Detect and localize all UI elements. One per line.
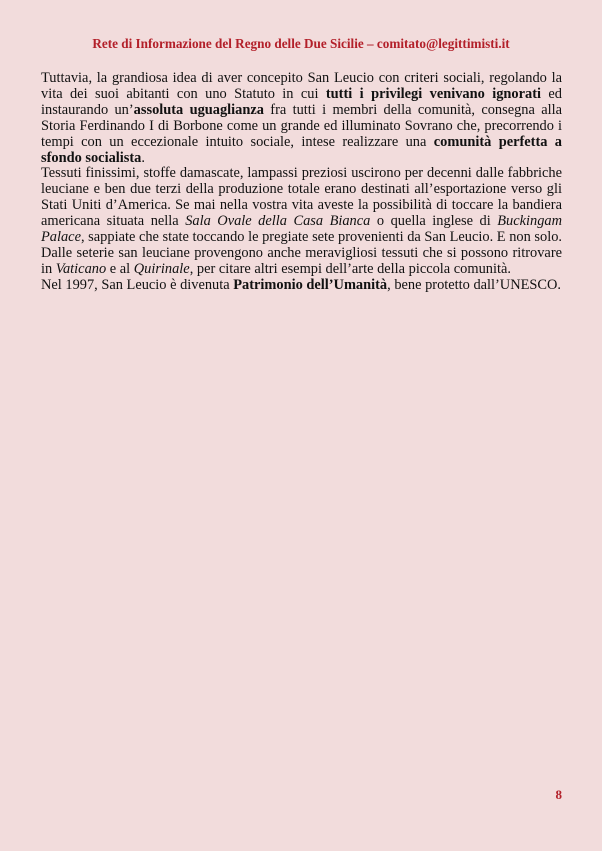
text-segment: fra tutti i membri della comunità, consegna alla Storia Ferdinando I di Borbone come un grande ed illuminato Sovrano che, precorrendo i tempi con un eccezionale intuito sociale, intese realizzare una xyxy=(41,101,562,150)
text-segment: ed instaurando un’ xyxy=(41,85,562,118)
text-segment: o quella inglese di xyxy=(370,213,498,230)
italic-text: Sala Ovale della Casa Bianca xyxy=(185,213,371,230)
bold-text: tutti i privilegi venivano ignorati xyxy=(325,85,541,102)
page-number: 8 xyxy=(555,787,562,802)
text-segment: e al xyxy=(106,260,134,277)
running-header: Rete di Informazione del Regno delle Due Sicilie – comitato@legittimisti.it xyxy=(92,36,510,51)
italic-text: Vaticano xyxy=(55,260,107,277)
paragraph xyxy=(41,71,562,166)
text-segment: , sappiate che state toccando le pregiate sete provenienti da San Leucio. E non solo. Dalle seterie san leuciane provengono anche meravigliosi tessuti che si possono ritrovare in xyxy=(41,229,562,277)
italic-text: Quirinale xyxy=(133,260,190,277)
bold-text: assoluta uguaglianza xyxy=(133,101,264,118)
text-segment: , bene protetto dall’UNESCO. xyxy=(387,276,561,293)
paragraph xyxy=(41,278,562,294)
text-segment: Tuttavia, la grandiosa idea di aver concepito San Leucio con criteri sociali, regolando la vita dei suoi abitanti con uno Statuto in cui xyxy=(41,70,562,102)
body-text xyxy=(41,71,562,294)
text-segment: Nel 1997, San Leucio è divenuta xyxy=(41,276,234,293)
text-segment: Tessuti finissimi, stoffe damascate, lampassi preziosi uscirono per decenni dalle fabbriche leuciane e ben due terzi della produzione totale erano destinati all’esportazione verso gli Stati Uniti d’America. Se mai nella vostra vita aveste la possibilità di toccare la bandiera americana situata nella xyxy=(41,165,562,230)
bold-text: comunità perfetta a sfondo socialista xyxy=(41,133,563,166)
text-segment: , per citare altri esempi dell’arte della piccola comunità. xyxy=(189,260,511,277)
text-segment: . xyxy=(141,149,145,166)
bold-text: Patrimonio dell’Umanità xyxy=(233,276,388,293)
italic-text: Buckingam Palace xyxy=(41,213,562,246)
paragraph xyxy=(41,166,562,277)
